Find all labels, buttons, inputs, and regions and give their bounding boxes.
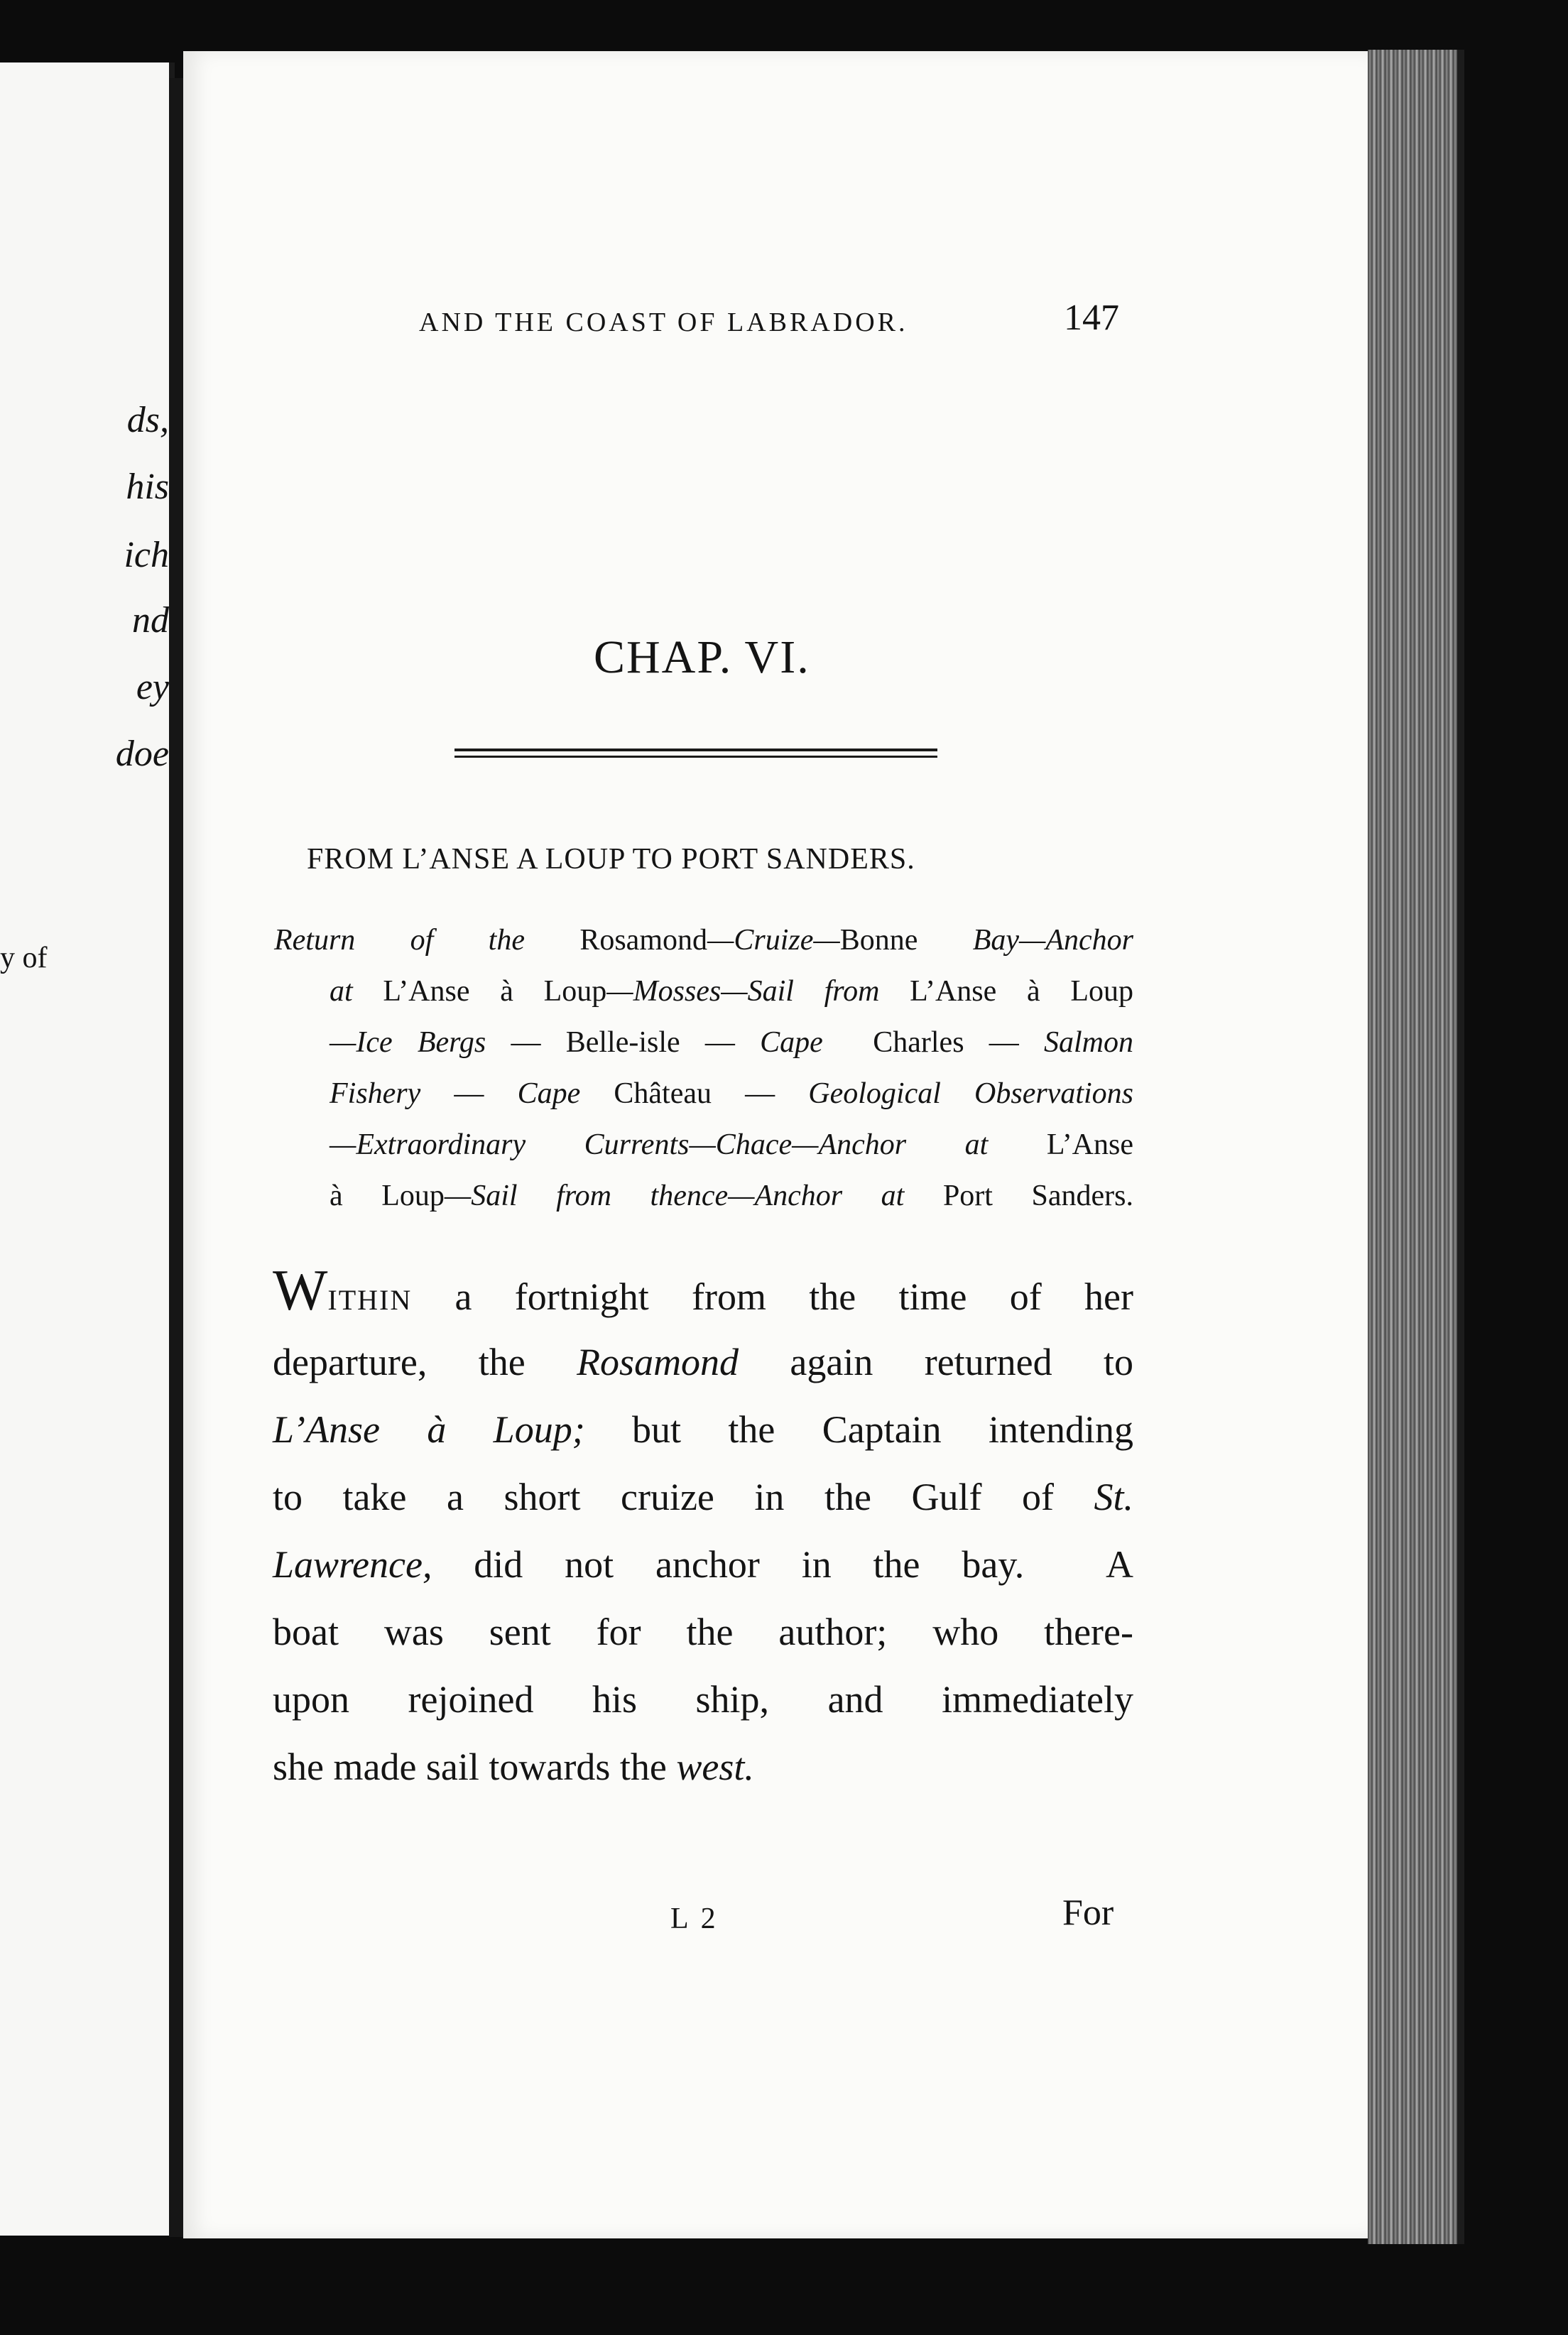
left-page-line: ds,	[126, 400, 169, 440]
body-line	[273, 1733, 1133, 1801]
roman-text: upon rejoined his ship, and immediately	[273, 1678, 1133, 1721]
roman-text: L’Anse à Loup	[352, 975, 607, 1008]
italic-text: Return of the	[274, 924, 525, 957]
roman-text: — Belle-isle —	[486, 1026, 761, 1059]
small-caps-word: ITHIN	[327, 1284, 413, 1316]
roman-text: Rosamond	[524, 924, 707, 957]
italic-text: St.	[1094, 1476, 1133, 1518]
body-line	[273, 1464, 1133, 1531]
argument-line	[274, 966, 1133, 1017]
argument-line	[274, 1068, 1133, 1119]
body-line	[273, 1531, 1133, 1599]
italic-text: —Sail from thence—Anchor at	[444, 1180, 905, 1212]
roman-text: she made sail towards the	[273, 1746, 677, 1788]
body-line-text: a fortnight from the time of her	[412, 1275, 1133, 1318]
double-rule-top	[454, 749, 937, 751]
left-page-line: ich	[124, 535, 169, 575]
roman-text: but the Captain intending	[584, 1408, 1133, 1451]
previous-page	[0, 62, 175, 2236]
roman-text: Bonne	[839, 924, 973, 957]
body-lines	[273, 1329, 1133, 1801]
italic-text: at	[330, 975, 353, 1008]
italic-text: Lawrence,	[273, 1543, 432, 1586]
body-text	[273, 1258, 1133, 1801]
chapter-argument	[274, 915, 1133, 1221]
roman-text: Charles —	[822, 1026, 1045, 1059]
catchword: For	[1062, 1893, 1114, 1933]
roman-text: boat was sent for the author; who there-	[273, 1611, 1133, 1653]
italic-text: —Extraordinary Currents—Chace—Anchor at	[330, 1128, 989, 1161]
italic-text: Geological Observations	[808, 1077, 1134, 1110]
section-heading: FROM L’ANSE A LOUP TO PORT SANDERS.	[307, 843, 915, 876]
signature-mark: L 2	[670, 1903, 719, 1935]
italic-text: —Ice Bergs	[330, 1026, 486, 1059]
italic-text: Cape	[760, 1026, 823, 1059]
italic-text: L’Anse à Loup;	[273, 1408, 585, 1451]
roman-text: L’Anse à Loup	[879, 975, 1133, 1008]
italic-text: Cape	[517, 1077, 581, 1110]
body-line	[273, 1258, 1133, 1329]
body-line	[273, 1329, 1133, 1396]
roman-text: to take a short cruize in the Gulf of	[273, 1476, 1094, 1518]
roman-text: L’Anse	[988, 1128, 1133, 1161]
italic-text: Salmon	[1044, 1026, 1134, 1059]
page-number: 147	[1064, 298, 1119, 338]
left-page-line: doe	[115, 734, 169, 774]
left-page-line: nd	[132, 600, 169, 641]
body-line	[273, 1599, 1133, 1666]
roman-text: departure, the	[273, 1341, 577, 1383]
argument-line	[274, 915, 1133, 966]
roman-text: Port Sanders.	[904, 1180, 1134, 1212]
italic-text: Bay—Anchor	[972, 924, 1133, 957]
italic-text: Fishery	[330, 1077, 421, 1110]
drop-cap: W	[273, 1258, 328, 1322]
left-page-fragment: y of	[0, 942, 48, 974]
body-line	[273, 1396, 1133, 1464]
roman-text: did not anchor in the bay. A	[432, 1543, 1133, 1586]
italic-text: west.	[676, 1746, 754, 1788]
argument-line	[274, 1170, 1133, 1221]
italic-text: —Mosses—Sail from	[606, 975, 880, 1008]
chapter-title: CHAP. VI.	[594, 631, 810, 683]
roman-text: à Loup	[330, 1180, 445, 1212]
page-edges	[1368, 50, 1464, 2244]
double-rule-bottom	[454, 756, 937, 758]
body-line	[273, 1666, 1133, 1733]
argument-line	[274, 1119, 1133, 1170]
roman-text: Château —	[580, 1077, 809, 1110]
running-head: AND THE COAST OF LABRADOR.	[419, 307, 908, 337]
left-page-line: his	[126, 467, 169, 507]
italic-text: —Cruize—	[707, 924, 840, 957]
argument-line	[274, 1017, 1133, 1068]
italic-text: Rosamond	[577, 1341, 739, 1383]
roman-text: again returned to	[739, 1341, 1133, 1383]
roman-text: —	[420, 1077, 518, 1110]
left-page-line: ey	[136, 667, 169, 707]
